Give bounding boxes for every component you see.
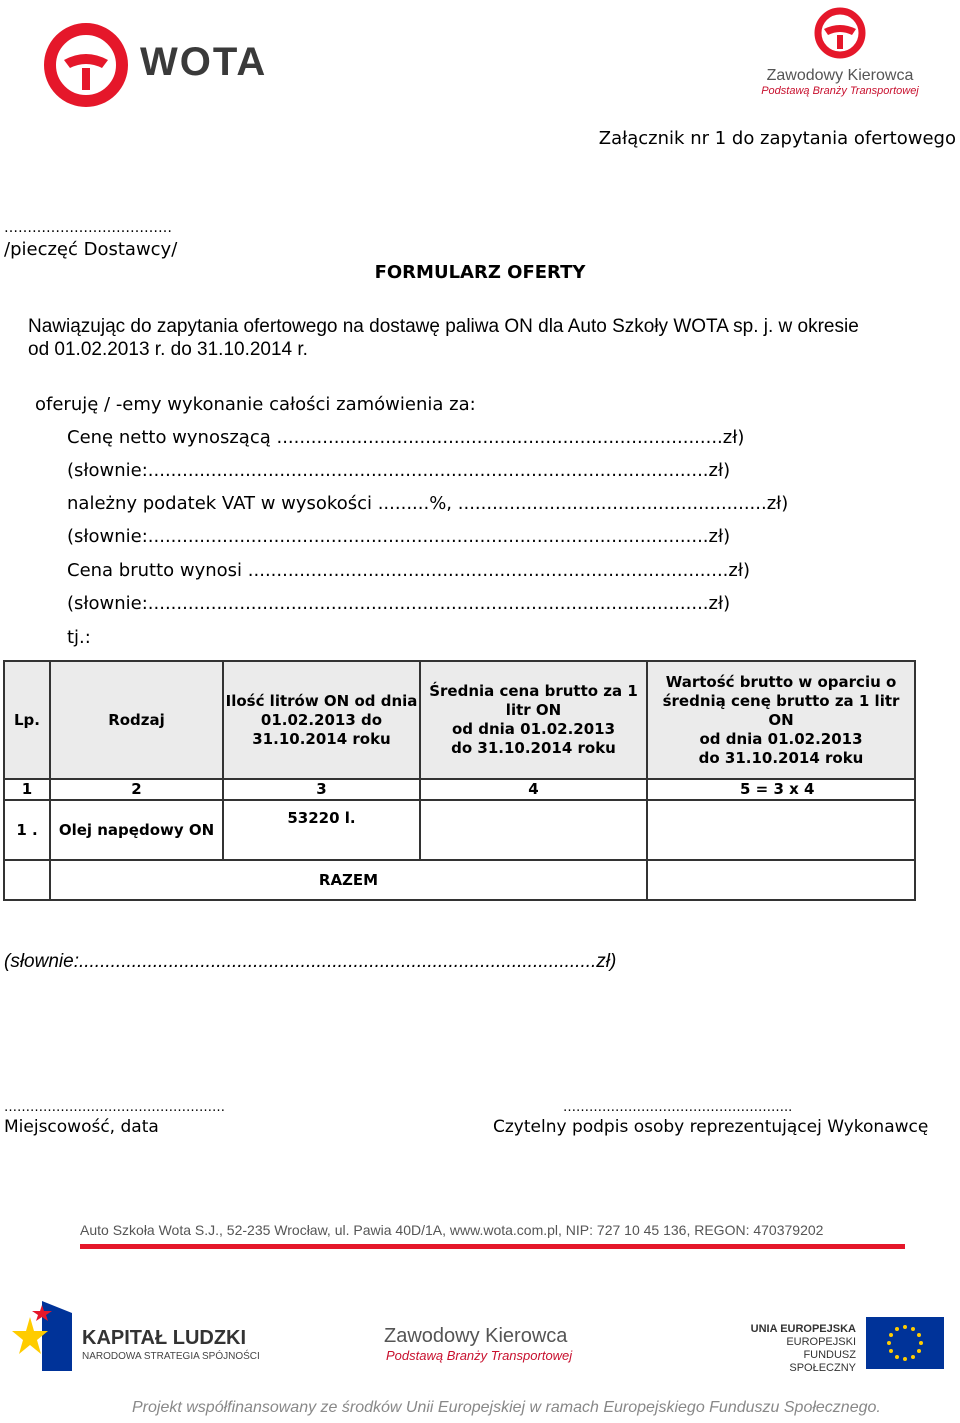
cell-rodzaj: Olej napędowy ON: [50, 800, 223, 860]
wota-ring-icon: [42, 20, 132, 110]
offer-line: oferuję / -emy wykonanie całości zamówienia za:: [35, 394, 476, 415]
header-wartosc-line: średnią cenę brutto za 1 litr ON: [662, 691, 900, 729]
steering-wheel-icon: [812, 5, 868, 61]
table-total-row: [4, 860, 915, 900]
header-ilosc-line: 01.02.2013 do: [260, 710, 383, 729]
price-line-tj: tj.:: [67, 627, 91, 648]
total-in-words[interactable]: (słownie:..................................................................................................zł): [4, 951, 617, 972]
signature-label: Czytelny podpis osoby reprezentującej Wykonawcę: [493, 1117, 929, 1137]
header-ilosc-line: 31.10.2014 roku: [252, 729, 391, 748]
header-wartosc: [647, 661, 915, 779]
place-date-label: Miejscowość, data: [4, 1117, 159, 1137]
total-value-input[interactable]: [647, 860, 915, 900]
cell-srednia-input[interactable]: [420, 800, 647, 860]
attachment-title: Załącznik nr 1 do zapytania ofertowego: [598, 128, 956, 149]
price-line-vat[interactable]: należny podatek VAT w wysokości .........%, ......................................................zł): [67, 493, 789, 514]
col-number: 4: [420, 779, 647, 800]
kl-title: KAPITAŁ LUDZKI: [82, 1327, 247, 1349]
place-date-dots[interactable]: ……………………………………………: [4, 1100, 225, 1115]
kl-subtitle: NARODOWA STRATEGIA SPÓJNOŚCI: [82, 1351, 260, 1362]
zk-bottom-title: Zawodowy Kierowca: [384, 1325, 568, 1347]
footer-company-line: Auto Szkoła Wota S.J., 52-235 Wrocław, ul. Pawia 40D/1A, www.wota.com.pl, NIP: 727 10 45 136, REGON: 470379202: [80, 1222, 824, 1238]
table-header-row: [4, 661, 915, 779]
bottom-logos: [0, 1295, 960, 1423]
header-lp: Lp.: [4, 661, 50, 779]
price-line-vat-words[interactable]: (słownie:..................................................................................................zł): [67, 526, 731, 547]
header-srednia-line: Średnia cena brutto za 1: [429, 682, 638, 700]
header-ilosc: [223, 661, 420, 779]
header-wartosc-line: do 31.10.2014 roku: [698, 748, 864, 767]
zk-logo-title: Zawodowy Kierowca: [766, 67, 914, 84]
header-wartosc-line: od dnia 01.02.2013: [699, 729, 863, 748]
eu-line-2: EUROPEJSKI: [786, 1336, 856, 1348]
zk-logo-subtitle: Podstawą Branży Transportowej: [761, 85, 919, 97]
header-srednia-line: do 31.10.2014 roku: [451, 739, 616, 757]
header-srednia: [420, 661, 647, 779]
offer-table: [3, 660, 916, 901]
table-number-row: [4, 779, 915, 800]
header-wartosc-line: Wartość brutto w oparciu o: [665, 672, 897, 691]
cofinance-note: Projekt współfinansowany ze środków Unii Europejskiej w ramach Europejskiego Funduszu Społecznego.: [132, 1399, 881, 1416]
eu-flag-icon: [866, 1317, 944, 1369]
cell-ilosc: 53220 l.: [223, 800, 420, 860]
intro-line-2: od 01.02.2013 r. do 31.10.2014 r.: [28, 339, 308, 360]
price-line-netto-words[interactable]: (słownie:..................................................................................................zł): [67, 460, 731, 481]
cell-lp: 1 .: [4, 800, 50, 860]
col-number: 5 = 3 x 4: [647, 779, 915, 800]
wota-logo-text: WOTA: [140, 40, 268, 84]
price-line-netto[interactable]: Cenę netto wynoszącą ..............................................................................zł): [67, 427, 745, 448]
col-number: 3: [223, 779, 420, 800]
kapital-ludzki-icon: [12, 1301, 76, 1375]
zk-bottom-subtitle: Podstawą Branży Transportowej: [386, 1348, 573, 1363]
cell-wartosc-input[interactable]: [647, 800, 915, 860]
cell-empty: [4, 860, 50, 900]
price-line-brutto-words[interactable]: (słownie:..................................................................................................zł): [67, 593, 731, 614]
eu-line-3: FUNDUSZ SPOŁECZNY: [789, 1349, 856, 1374]
header-rodzaj: Rodzaj: [50, 661, 223, 779]
stamp-dots: ………………………………: [4, 220, 172, 236]
price-line-brutto[interactable]: Cena brutto wynosi ....................................................................................zł): [67, 560, 750, 581]
table-row: [4, 800, 915, 860]
footer-company: [80, 1222, 905, 1249]
form-title: FORMULARZ OFERTY: [374, 262, 586, 283]
zawodowy-kierowca-logo: [760, 5, 920, 105]
eu-text: [740, 1323, 856, 1375]
total-label: RAZEM: [50, 860, 647, 900]
stamp-label: /pieczęć Dostawcy/: [4, 239, 178, 260]
signature-dots[interactable]: ……………………………………………..: [563, 1100, 793, 1115]
header-srednia-line: od dnia 01.02.2013: [451, 720, 616, 738]
col-number: 2: [50, 779, 223, 800]
footer-red-rule: [80, 1244, 905, 1249]
intro-line-1: Nawiązując do zapytania ofertowego na dostawę paliwa ON dla Auto Szkoły WOTA sp. j. w okresie: [28, 316, 859, 337]
header-srednia-line: litr ON: [505, 701, 562, 719]
header-ilosc-line: Ilość litrów ON od dnia: [225, 691, 418, 710]
col-number: 1: [4, 779, 50, 800]
eu-line-1: UNIA EUROPEJSKA: [750, 1323, 856, 1335]
